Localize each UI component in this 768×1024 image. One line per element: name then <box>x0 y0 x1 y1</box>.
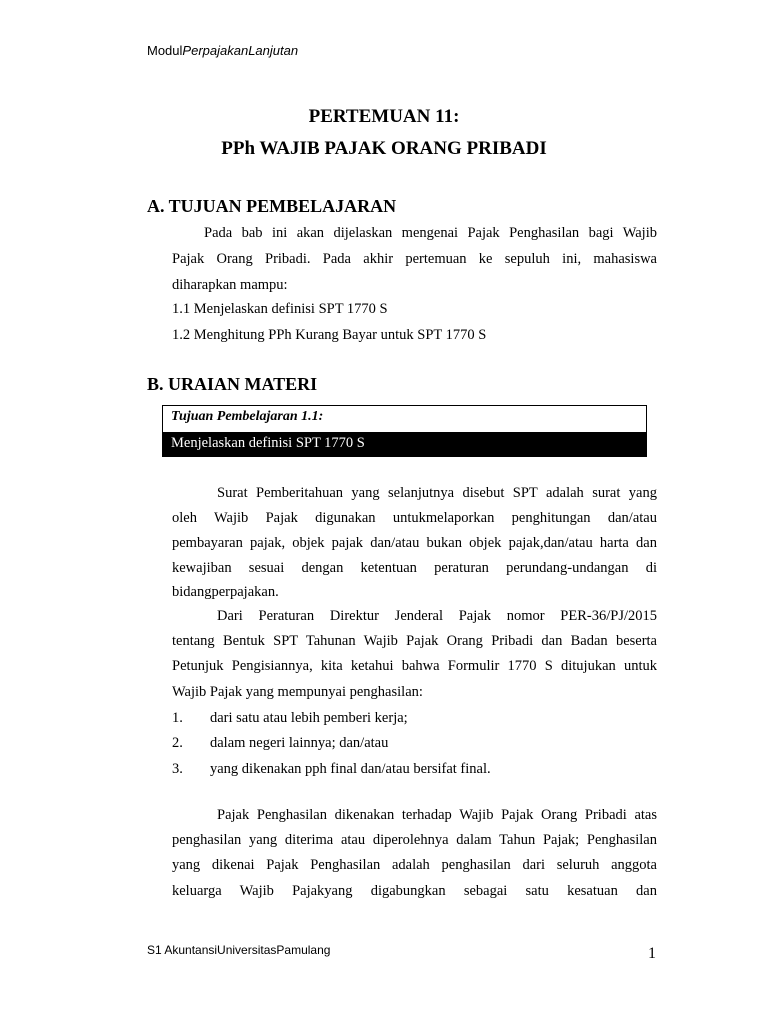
objective-box <box>162 405 647 457</box>
paragraph-line: Petunjuk Pengisiannya, kita ketahui bahwa Formulir 1770 S ditujukan untuk <box>172 658 657 674</box>
paragraph-line: penghasilan yang diterima atau diperolehnya dalam Tahun Pajak; Penghasilan <box>172 832 657 848</box>
section-a-line: Pajak Orang Pribadi. Pada akhir pertemuan ke sepuluh ini, mahasiswa <box>172 251 657 267</box>
list-number: 3. <box>172 761 183 777</box>
running-footer: S1 AkuntansiUniversitasPamulang <box>147 943 331 957</box>
paragraph-line: bidangperpajakan. <box>172 584 279 600</box>
header-modul: Modul <box>147 43 183 58</box>
chapter-number: PERTEMUAN 11: <box>308 106 460 127</box>
section-a-heading: A. TUJUAN PEMBELAJARAN <box>147 196 397 216</box>
paragraph-line: keluarga Wajib Pajakyang digabungkan sebagai satu kesatuan dan <box>172 883 657 899</box>
list-number: 1. <box>172 710 183 726</box>
paragraph-line: Pajak Penghasilan dikenakan terhadap Wajib Pajak Orang Pribadi atas <box>217 807 657 823</box>
paragraph-line: Wajib Pajak yang mempunyai penghasilan: <box>172 684 423 700</box>
paragraph-line: Surat Pemberitahuan yang selanjutnya disebut SPT adalah surat yang <box>217 485 657 501</box>
goal-item: 1.2 Menghitung PPh Kurang Bayar untuk SPT 1770 S <box>172 327 487 343</box>
paragraph-line: yang dikenai Pajak Penghasilan adalah penghasilan dari seluruh anggota <box>172 857 657 873</box>
paragraph-line: pembayaran pajak, objek pajak dan/atau bukan objek pajak,dan/atau harta dan <box>172 535 657 551</box>
list-item: yang dikenakan pph final dan/atau bersifat final. <box>210 761 491 777</box>
page-number: 1 <box>648 945 656 962</box>
objective-bar <box>163 432 646 456</box>
list-item: dari satu atau lebih pemberi kerja; <box>210 710 408 726</box>
section-a-line: diharapkan mampu: <box>172 277 288 293</box>
paragraph-line: Dari Peraturan Direktur Jenderal Pajak nomor PER-36/PJ/2015 <box>217 608 657 624</box>
paragraph-line: kewajiban sesuai dengan ketentuan peraturan perundang-undangan di <box>172 560 657 576</box>
list-item: dalam negeri lainnya; dan/atau <box>210 735 389 751</box>
objective-title: Tujuan Pembelajaran 1.1: <box>171 409 324 424</box>
chapter-title: PPh WAJIB PAJAK ORANG PRIBADI <box>221 138 547 159</box>
goal-item: 1.1 Menjelaskan definisi SPT 1770 S <box>172 301 388 317</box>
section-b-heading: B. URAIAN MATERI <box>147 374 318 394</box>
header-course-title: PerpajakanLanjutan <box>182 43 299 58</box>
list-number: 2. <box>172 735 183 751</box>
section-a-line: Pada bab ini akan dijelaskan mengenai Pajak Penghasilan bagi Wajib <box>204 225 657 241</box>
paragraph-line: oleh Wajib Pajak digunakan untukmelaporkan penghitungan dan/atau <box>172 510 657 526</box>
paragraph-line: tentang Bentuk SPT Tahunan Wajib Pajak Orang Pribadi dan Badan beserta <box>172 633 657 649</box>
running-header <box>147 43 298 58</box>
objective-text: Menjelaskan definisi SPT 1770 S <box>171 435 365 451</box>
